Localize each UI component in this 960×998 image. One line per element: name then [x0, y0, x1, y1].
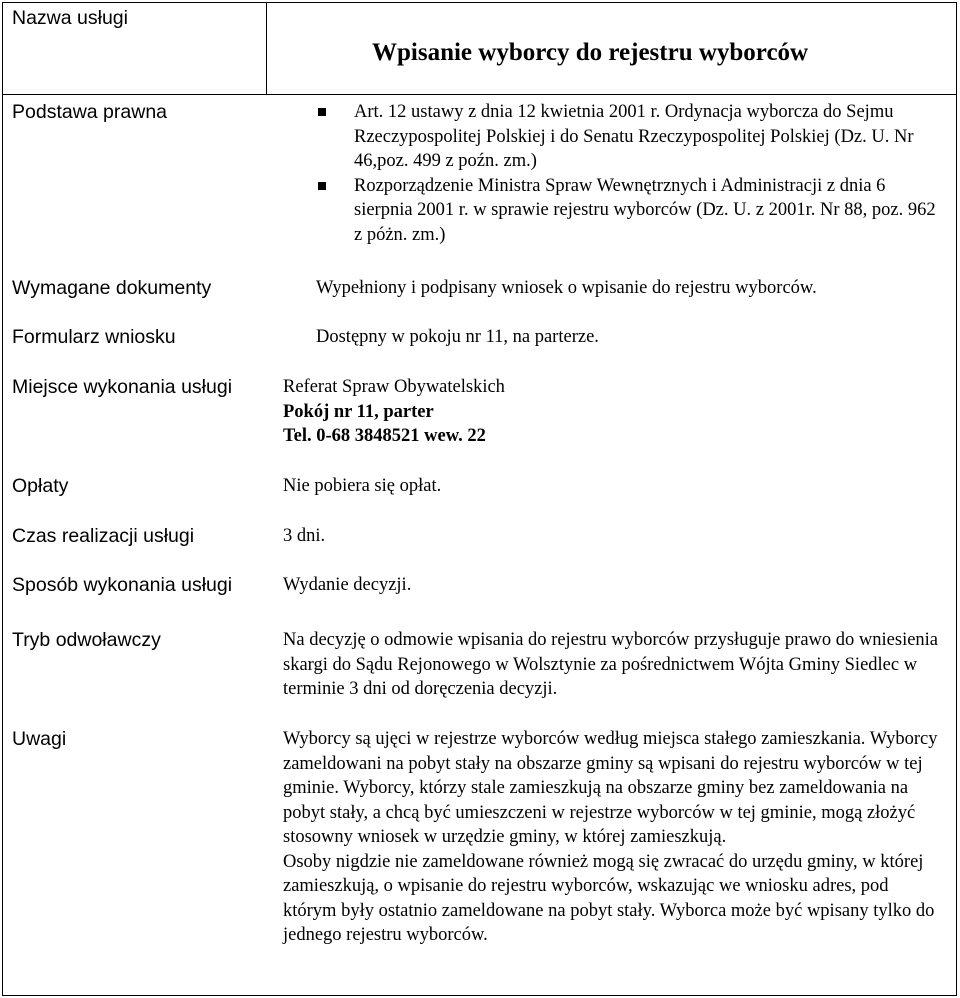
legal-basis-item: Rozporządzenie Ministra Spraw Wewnętrznych i Administracji z dnia 6 sierpnia 2001 r. w sprawie rejestru wyborców (Dz. U. z 2001r. Nr 88, poz. 962 z póżn. zm.)	[318, 174, 943, 248]
label-podstawa-prawna: Podstawa prawna	[12, 101, 168, 123]
service-location	[283, 375, 943, 449]
header-divider	[2, 94, 957, 95]
legal-basis-list	[318, 100, 943, 247]
processing-time-value: 3 dni.	[283, 526, 326, 546]
room-info: Pokój nr 11, parter	[283, 401, 434, 422]
header-column-divider	[266, 2, 267, 94]
service-title: Wpisanie wyborcy do rejestru wyborców	[372, 39, 809, 66]
phone-info: Tel. 0-68 3848521 wew. 22	[283, 426, 486, 446]
execution-method-value: Wydanie decyzji.	[283, 575, 412, 595]
label-nazwa-uslugi: Nazwa usługi	[12, 7, 128, 29]
appeal-procedure-value: Na decyzję o odmowie wpisania do rejestru wyborców przysługuje prawo do wniesienia skargi do Sądu Rejonowego w Wolsztynie za pośrednictwem Wójta Gminy Siedlec w terminie 3 dni od doręczenia decyzji.	[283, 630, 939, 699]
label-wymagane-dokumenty: Wymagane dokumenty	[12, 277, 212, 299]
remarks-value	[283, 727, 945, 948]
fees-value: Nie pobiera się opłat.	[283, 476, 442, 496]
remarks-paragraph: Osoby nigdzie nie zameldowane również mogą się zwracać do urzędu gminy, w której zamieszkują, o wpisanie do rejestru wyborców, wskazując we wniosku adres, pod którym były ostatnio zameldowane na pobyt stały. Wyborca może być wpisany tylko do jednego rejestru wyborców.	[283, 851, 935, 945]
label-czas-realizacji: Czas realizacji usługi	[12, 525, 195, 547]
label-formularz-wniosku: Formularz wniosku	[12, 326, 176, 348]
label-oplaty: Opłaty	[12, 475, 69, 497]
remarks-paragraph: Wyborcy są ujęci w rejestrze wyborców według miejsca stałego zamieszkania. Wyborcy zameldowani na pobyt stały na obszarze gminy są wpisani do rejestru wyborców w tej gminie. Wyborcy, którzy stale zamieszkują na obszarze gminy bez zameldowania na pobyt stały, a chcą być umieszczeni w rejestrze wyborców w tej gminie, mogą złożyć stosowny wniosek w urzędzie gminy, w której zamieszkują.	[283, 729, 938, 847]
label-tryb-odwolawczy: Tryb odwoławczy	[12, 629, 161, 651]
label-sposob-wykonania: Sposób wykonania usługi	[12, 574, 233, 596]
label-miejsce-wykonania: Miejsce wykonania usługi	[12, 376, 233, 398]
form-location-value: Dostępny w pokoju nr 11, na parterze.	[316, 327, 599, 347]
bullet-square-icon	[318, 108, 326, 116]
bullet-square-icon	[318, 182, 326, 190]
required-documents-value: Wypełniony i podpisany wniosek o wpisanie do rejestru wyborców.	[316, 278, 817, 298]
label-uwagi: Uwagi	[12, 728, 67, 750]
office-name: Referat Spraw Obywatelskich	[283, 377, 505, 397]
legal-basis-item: Art. 12 ustawy z dnia 12 kwietnia 2001 r. Ordynacja wyborcza do Sejmu Rzeczypospolitej Polskiej i do Senatu Rzeczypospolitej Polskiej (Dz. U. Nr 46,poz. 499 z poźn. zm.)	[318, 100, 943, 174]
